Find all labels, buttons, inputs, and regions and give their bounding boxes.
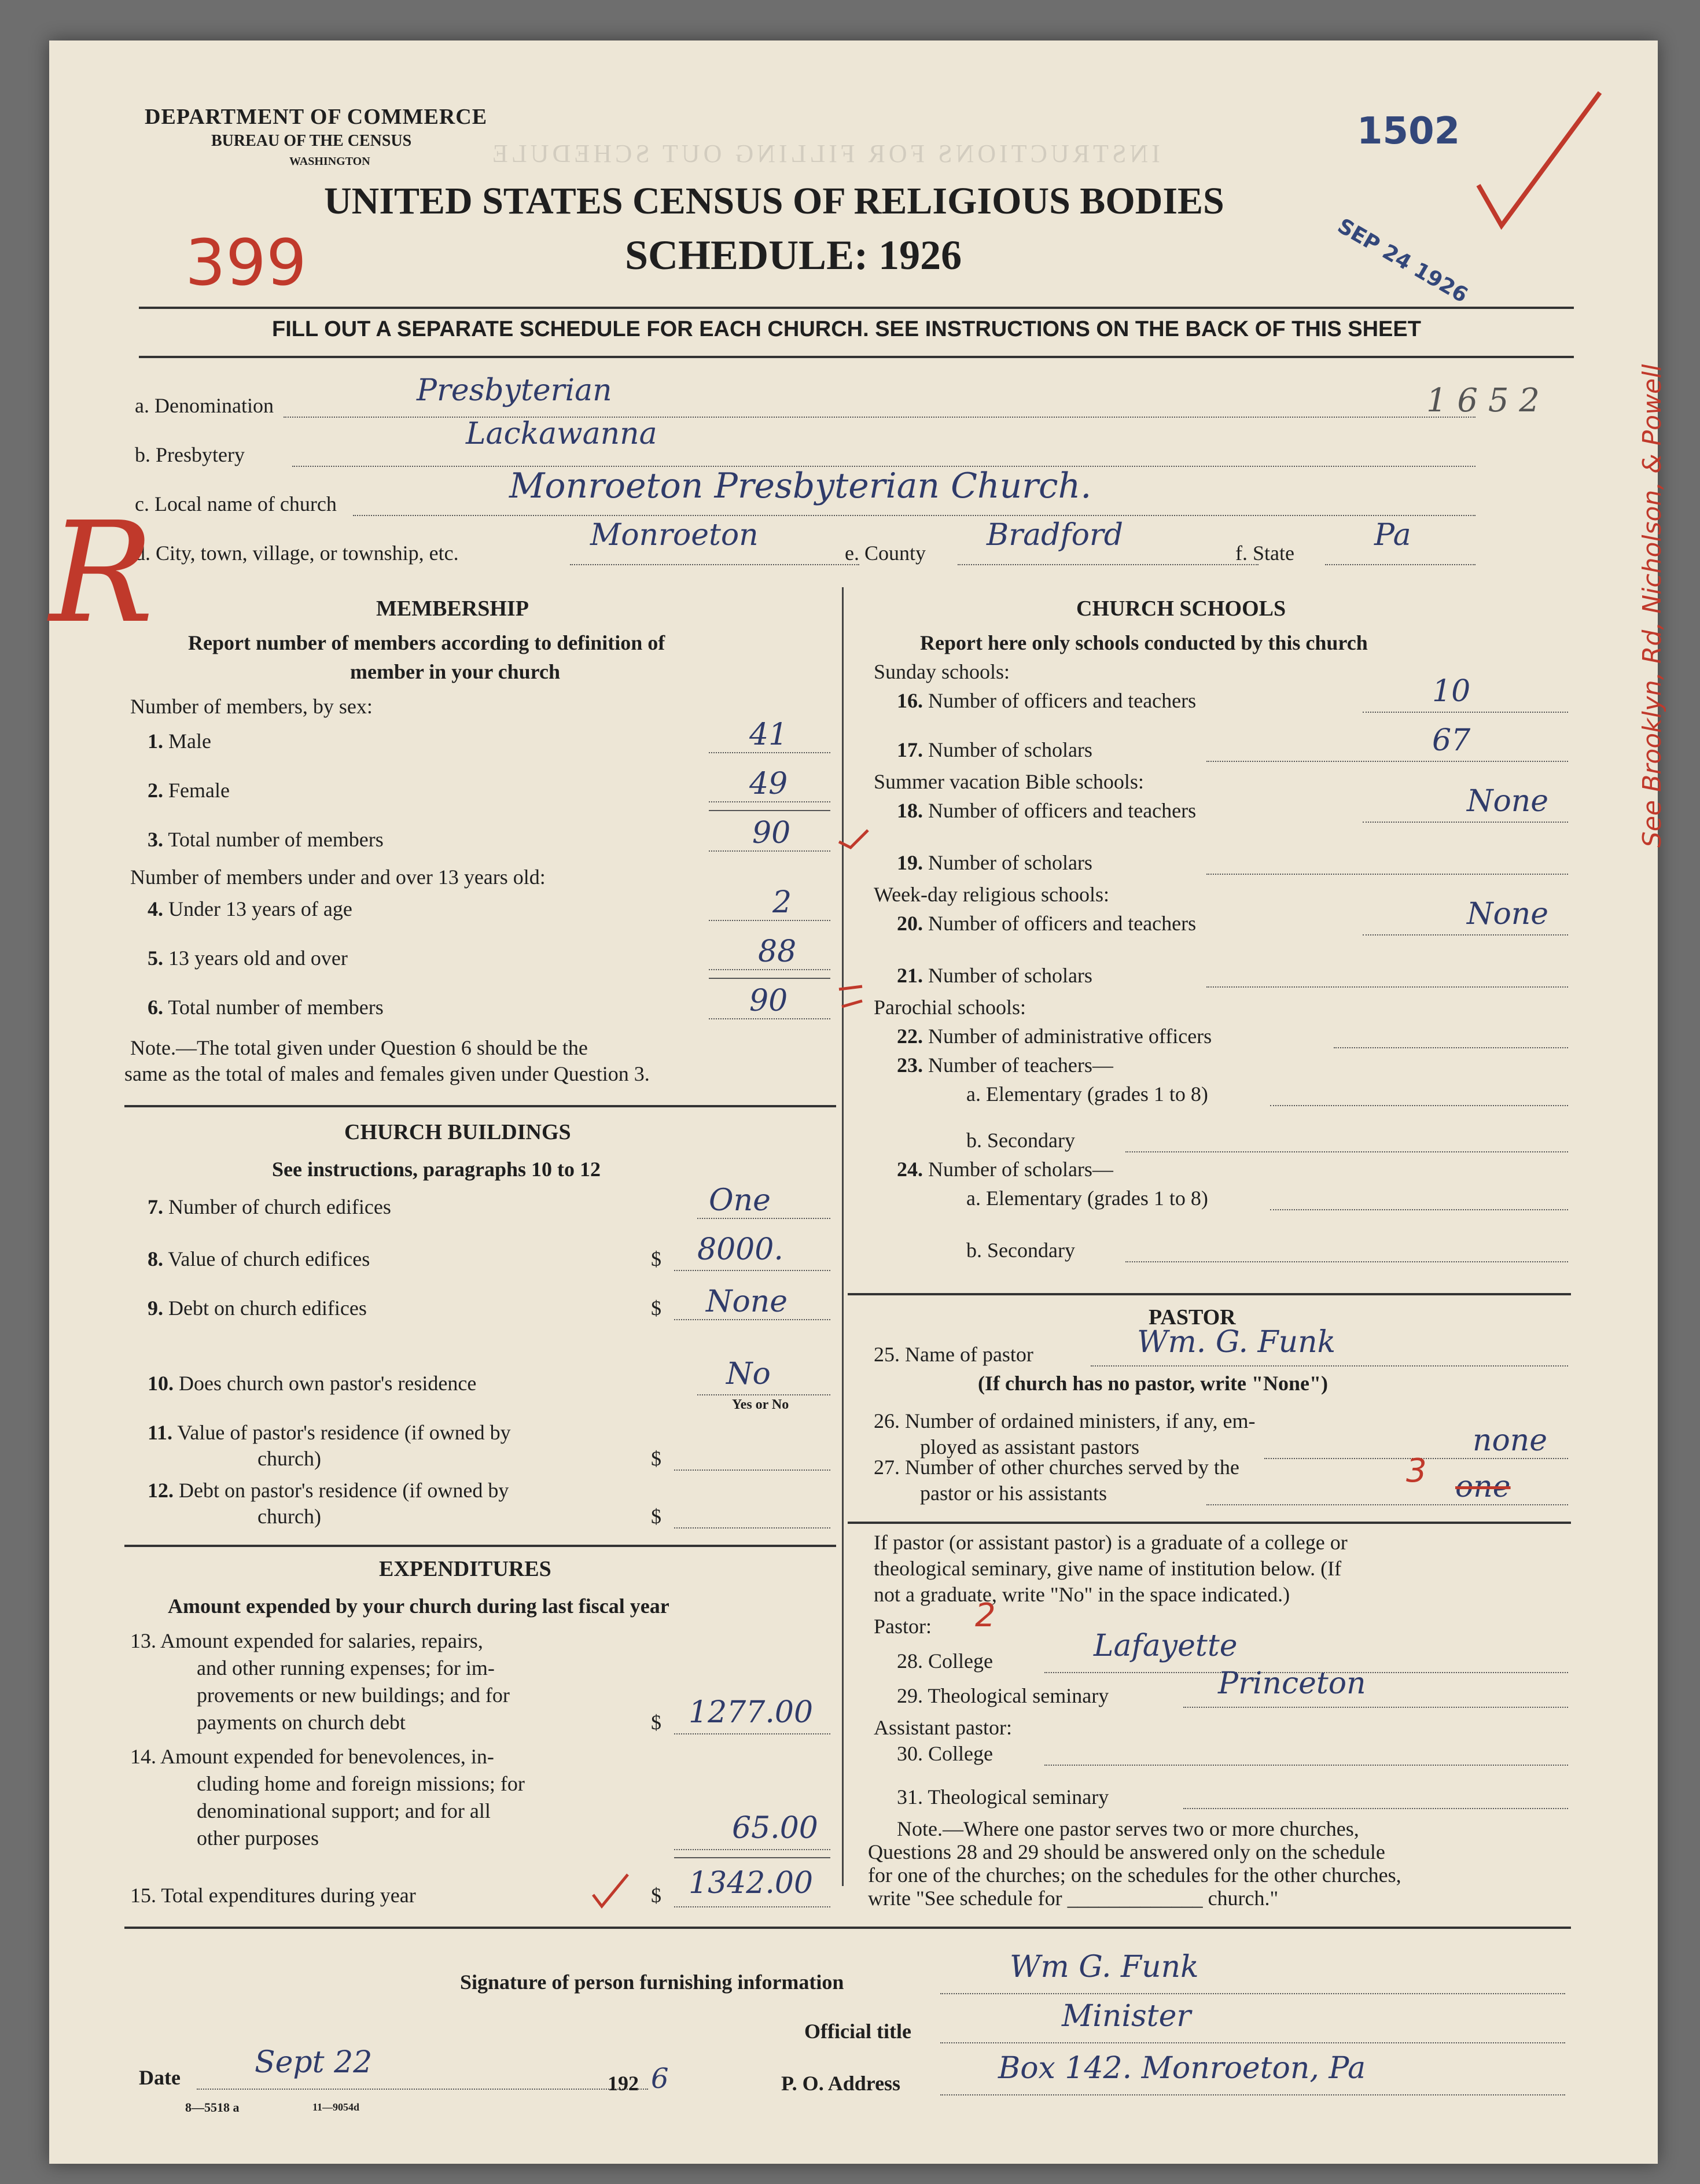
header-rule-top	[139, 307, 1574, 309]
q11-number: 11.	[148, 1421, 173, 1444]
q29-line	[1183, 1707, 1568, 1708]
q13-value: 1277.00	[689, 1695, 814, 1730]
q24-number: 24.	[897, 1158, 923, 1181]
q8-value: 8000.	[697, 1232, 783, 1267]
q17-label: Number of scholars	[928, 738, 1092, 761]
q4-value: 2	[772, 885, 792, 920]
q26-line-2: ployed as assistant pastors	[920, 1435, 1139, 1459]
membership-heading: MEMBERSHIP	[376, 596, 529, 621]
po-address-line	[940, 2094, 1565, 2095]
q11-label: Value of pastor's residence (if owned by	[177, 1421, 511, 1444]
q6-line	[709, 1018, 830, 1019]
q6-value: 90	[749, 984, 788, 1018]
q17-number: 17.	[897, 738, 923, 761]
margin-note: See Brooklyn, Rd, Nicholson, & Powell	[1638, 364, 1667, 848]
q15-value: 1342.00	[689, 1866, 814, 1901]
presbytery-label: b. Presbytery	[135, 443, 245, 466]
q12-dollar: $	[651, 1505, 661, 1528]
q2-sum-rule	[709, 810, 830, 811]
q24a-line	[1270, 1209, 1568, 1210]
q4-line	[709, 920, 830, 921]
city-value: Monroeton	[590, 518, 759, 553]
q24b-line	[1125, 1261, 1568, 1262]
q20-value: None	[1467, 897, 1549, 931]
q23a-line	[1270, 1105, 1568, 1106]
expenditures-intro: Amount expended by your church during last fiscal year	[168, 1594, 669, 1618]
red-checkmark-icon	[1467, 87, 1611, 237]
q13-line-3: provements or new buildings; and for	[197, 1684, 510, 1707]
q21-label: Number of scholars	[928, 964, 1092, 987]
signature-label: Signature of person furnishing information	[460, 1971, 844, 1994]
q6-number: 6.	[148, 996, 163, 1019]
q19-label: Number of scholars	[928, 851, 1092, 874]
signature-line	[940, 1993, 1565, 1994]
q8-label: Value of church edifices	[168, 1247, 370, 1270]
q15-line	[674, 1906, 830, 1907]
bureau-line: BUREAU OF THE CENSUS	[211, 132, 412, 150]
signature-value: Wm G. Funk	[1010, 1950, 1199, 1984]
date-line	[197, 2089, 648, 2090]
q6-label: Total number of members	[168, 996, 384, 1019]
pastor-rule	[848, 1522, 1571, 1524]
date-label: Date	[139, 2066, 181, 2089]
membership-note-1: Note.—The total given under Question 6 should be the	[130, 1036, 588, 1059]
q15-dollar: $	[651, 1884, 661, 1907]
q23b-label: b. Secondary	[966, 1129, 1075, 1152]
q2-value: 49	[749, 767, 788, 801]
county-line	[958, 564, 1259, 565]
q23-label: Number of teachers—	[928, 1054, 1113, 1077]
assistant-pastor-label: Assistant pastor:	[874, 1716, 1012, 1739]
red-tick-icon-2	[836, 984, 871, 1018]
form-subtitle: SCHEDULE: 1926	[625, 232, 962, 278]
state-value: Pa	[1374, 518, 1411, 553]
q31-line	[1183, 1808, 1568, 1809]
denomination-code: 1 6 5 2	[1426, 382, 1540, 419]
q8-number: 8.	[148, 1247, 163, 1270]
q13-dollar: $	[651, 1711, 661, 1734]
q12-number: 12.	[148, 1479, 174, 1502]
pastor-note-2: Questions 28 and 29 should be answered only on the schedule	[868, 1840, 1385, 1863]
q8-line	[674, 1270, 830, 1271]
local-name-label: c. Local name of church	[135, 492, 337, 515]
signature-top-rule	[124, 1927, 1571, 1929]
q20-line	[1363, 934, 1568, 936]
expenditures-heading: EXPENDITURES	[379, 1557, 551, 1581]
q19-number: 19.	[897, 851, 923, 874]
q26-value: none	[1473, 1423, 1548, 1458]
q28-value: Lafayette	[1094, 1629, 1238, 1663]
q16-label: Number of officers and teachers	[928, 689, 1197, 712]
q15-label: 15. Total expenditures during year	[130, 1884, 416, 1907]
q9-value: None	[706, 1284, 788, 1319]
q21-line	[1206, 986, 1568, 988]
q25-label: 25. Name of pastor	[874, 1343, 1033, 1366]
q1-line	[709, 752, 830, 753]
q24b-label: b. Secondary	[966, 1239, 1075, 1262]
q17-value: 67	[1432, 723, 1471, 758]
header-rule-bottom	[139, 356, 1574, 358]
pastor-mark: 2	[975, 1597, 996, 1634]
q21-number: 21.	[897, 964, 923, 987]
q11-label-cont: church)	[257, 1447, 321, 1470]
q11-dollar: $	[651, 1447, 661, 1470]
buildings-intro: See instructions, paragraphs 10 to 12	[272, 1158, 601, 1181]
q23a-label: a. Elementary (grades 1 to 8)	[966, 1082, 1208, 1106]
q25-line	[1091, 1365, 1568, 1367]
q16-value: 10	[1432, 674, 1471, 709]
q22-number: 22.	[897, 1025, 923, 1048]
received-stamp-date: SEP 24 1926	[1333, 214, 1472, 308]
q14-value: 65.00	[732, 1811, 818, 1846]
state-line	[1325, 564, 1475, 565]
q22-line	[1334, 1047, 1568, 1048]
schools-intro: Report here only schools conducted by this church	[920, 631, 1368, 654]
q16-line	[1363, 712, 1568, 713]
q18-value: None	[1467, 784, 1549, 819]
q7-number: 7.	[148, 1195, 163, 1218]
red-letter-mark: R	[49, 492, 154, 654]
grad-intro-3: not a graduate, write "No" in the space indicated.)	[874, 1583, 1290, 1606]
local-name-value: Monroeton Presbyterian Church.	[509, 466, 1092, 506]
membership-rule	[124, 1105, 836, 1107]
membership-note-2: same as the total of males and females given under Question 3.	[124, 1062, 650, 1085]
red-file-number: 399	[185, 226, 307, 300]
q1-number: 1.	[148, 730, 163, 753]
po-address-value: Box 142. Monroeton, Pa	[998, 2051, 1366, 2086]
q24a-label: a. Elementary (grades 1 to 8)	[966, 1187, 1208, 1210]
q16-number: 16.	[897, 689, 923, 712]
q10-label: Does church own pastor's residence	[179, 1372, 477, 1395]
q1-value: 41	[749, 717, 788, 752]
q13-line-1: 13. Amount expended for salaries, repairs,	[130, 1629, 483, 1652]
q27-line	[1206, 1504, 1568, 1505]
membership-intro-1: Report number of members according to definition of	[188, 631, 665, 654]
red-tick-icon	[836, 824, 871, 859]
q27-value: 3	[1406, 1452, 1427, 1490]
q9-label: Debt on church edifices	[168, 1297, 367, 1320]
q13-line-2: and other running expenses; for im-	[197, 1656, 495, 1680]
county-label: e. County	[845, 542, 926, 565]
q20-number: 20.	[897, 912, 923, 935]
q2-line	[709, 801, 830, 802]
q12-label: Debt on pastor's residence (if owned by	[179, 1479, 509, 1502]
q18-number: 18.	[897, 799, 923, 822]
date-value: Sept 22	[255, 2045, 373, 2080]
q11-line	[674, 1469, 830, 1471]
q23b-line	[1125, 1151, 1568, 1152]
vacation-schools-label: Summer vacation Bible schools:	[874, 770, 1144, 793]
q7-line	[697, 1218, 830, 1219]
city-line: WASHINGTON	[289, 155, 370, 168]
state-label: f. State	[1235, 542, 1294, 565]
q20-label: Number of officers and teachers	[928, 912, 1197, 935]
q12-label-cont: church)	[257, 1505, 321, 1528]
q14-line-2: cluding home and foreign missions; for	[197, 1772, 525, 1795]
q7-value: One	[709, 1183, 771, 1218]
q30-line	[1044, 1765, 1568, 1766]
buildings-heading: CHURCH BUILDINGS	[344, 1120, 571, 1144]
q3-label: Total number of members	[168, 828, 384, 851]
received-stamp-number: 1502	[1357, 110, 1460, 153]
q1-label: Male	[168, 730, 211, 753]
official-title-line	[940, 2042, 1565, 2043]
q13-line	[674, 1733, 830, 1734]
po-address-label: P. O. Address	[781, 2072, 901, 2095]
q5-sum-rule	[709, 978, 830, 979]
q25-value: Wm. G. Funk	[1137, 1325, 1336, 1360]
q27-line-1: 27. Number of other churches served by the	[874, 1456, 1239, 1479]
membership-intro-2: member in your church	[350, 660, 561, 683]
local-name-line	[353, 515, 1475, 516]
q26-line-1: 26. Number of ordained ministers, if any, em-	[874, 1409, 1256, 1432]
q13-line-4: payments on church debt	[197, 1711, 406, 1734]
year-suffix: 6	[651, 2063, 669, 2095]
schools-heading: CHURCH SCHOOLS	[1076, 596, 1286, 621]
red-check-q15-icon	[590, 1872, 631, 1912]
q31-label: 31. Theological seminary	[897, 1785, 1109, 1809]
q5-line	[709, 969, 830, 970]
weekday-schools-label: Week-day religious schools:	[874, 883, 1110, 906]
presbytery-value: Lackawanna	[466, 417, 657, 451]
form-code: 8—5518 a	[185, 2100, 240, 2115]
q3-number: 3.	[148, 828, 163, 851]
pastor-heading: PASTOR	[1149, 1305, 1236, 1329]
q17-line	[1206, 761, 1568, 762]
q28-label: 28. College	[897, 1649, 993, 1673]
q19-line	[1206, 874, 1568, 875]
q3-line	[709, 850, 830, 852]
official-title-value: Minister	[1062, 1999, 1191, 2034]
q14-line-4: other purposes	[197, 1826, 319, 1850]
q4-number: 4.	[148, 897, 163, 920]
column-divider	[842, 587, 844, 1886]
q5-value: 88	[758, 934, 797, 969]
yes-no-hint: Yes or No	[732, 1397, 789, 1412]
q9-dollar: $	[651, 1297, 661, 1320]
q10-value: No	[726, 1357, 771, 1391]
grad-intro-1: If pastor (or assistant pastor) is a graduate of a college or	[874, 1531, 1348, 1554]
parochial-schools-label: Parochial schools:	[874, 996, 1026, 1019]
denomination-label: a. Denomination	[135, 394, 274, 417]
q14-line-3: denominational support; and for all	[197, 1799, 491, 1822]
q22-label: Number of administrative officers	[928, 1025, 1212, 1048]
q27-line-2: pastor or his assistants	[920, 1482, 1107, 1505]
q12-line	[674, 1527, 830, 1529]
census-schedule-sheet	[49, 40, 1667, 2164]
q29-label: 29. Theological seminary	[897, 1684, 1109, 1707]
city-label: d. City, town, village, or township, etc.	[135, 542, 459, 565]
q29-value: Princeton	[1218, 1666, 1366, 1701]
denomination-line	[284, 417, 1475, 418]
q24-label: Number of scholars—	[928, 1158, 1113, 1181]
members-by-age-label: Number of members under and over 13 years old:	[130, 866, 546, 889]
q14-line-1: 14. Amount expended for benevolences, in-	[130, 1745, 494, 1768]
denomination-value: Presbyterian	[417, 373, 612, 408]
q5-number: 5.	[148, 946, 163, 970]
q2-label: Female	[168, 779, 230, 802]
county-value: Bradford	[987, 518, 1124, 553]
q18-line	[1363, 822, 1568, 823]
q2-number: 2.	[148, 779, 163, 802]
print-code: 11—9054d	[312, 2101, 360, 2113]
members-by-sex-label: Number of members, by sex:	[130, 695, 373, 718]
q14-sum-rule	[674, 1857, 830, 1858]
department-line: DEPARTMENT OF COMMERCE	[145, 105, 488, 129]
schools-rule	[848, 1293, 1571, 1295]
q23-number: 23.	[897, 1054, 923, 1077]
pastor-note-4: write "See schedule for _____________ church."	[868, 1887, 1279, 1910]
q10-line	[697, 1394, 830, 1395]
pastor-note-1: Note.—Where one pastor serves two or more churches,	[897, 1817, 1359, 1840]
official-title-label: Official title	[804, 2020, 911, 2043]
q25-note: (If church has no pastor, write "None")	[978, 1372, 1328, 1395]
q27-struck-value: one	[1455, 1469, 1511, 1504]
separate-schedule-instruction: FILL OUT A SEPARATE SCHEDULE FOR EACH CHURCH. SEE INSTRUCTIONS ON THE BACK OF THIS SHEET	[272, 317, 1421, 341]
sunday-schools-label: Sunday schools:	[874, 660, 1010, 683]
buildings-rule	[124, 1545, 836, 1547]
form-title: UNITED STATES CENSUS OF RELIGIOUS BODIES	[324, 180, 1224, 222]
q8-dollar: $	[651, 1247, 661, 1270]
q18-label: Number of officers and teachers	[928, 799, 1197, 822]
bleed-through-heading: INSTRUCTIONS FOR FILLING OUT SCHEDULE	[489, 139, 1160, 168]
q3-value: 90	[752, 816, 791, 850]
q4-label: Under 13 years of age	[168, 897, 352, 920]
grad-intro-2: theological seminary, give name of institution below. (If	[874, 1557, 1342, 1580]
q7-label: Number of church edifices	[168, 1195, 391, 1218]
q9-line	[674, 1319, 830, 1320]
q10-number: 10.	[148, 1372, 174, 1395]
q5-label: 13 years old and over	[168, 946, 348, 970]
q14-line	[674, 1849, 830, 1850]
city-line	[570, 564, 859, 565]
pastor-sub-label: Pastor:	[874, 1615, 932, 1638]
year-prefix: 192	[608, 2072, 639, 2095]
pastor-note-3: for one of the churches; on the schedules for the other churches,	[868, 1863, 1401, 1887]
q30-label: 30. College	[897, 1742, 993, 1765]
q9-number: 9.	[148, 1297, 163, 1320]
